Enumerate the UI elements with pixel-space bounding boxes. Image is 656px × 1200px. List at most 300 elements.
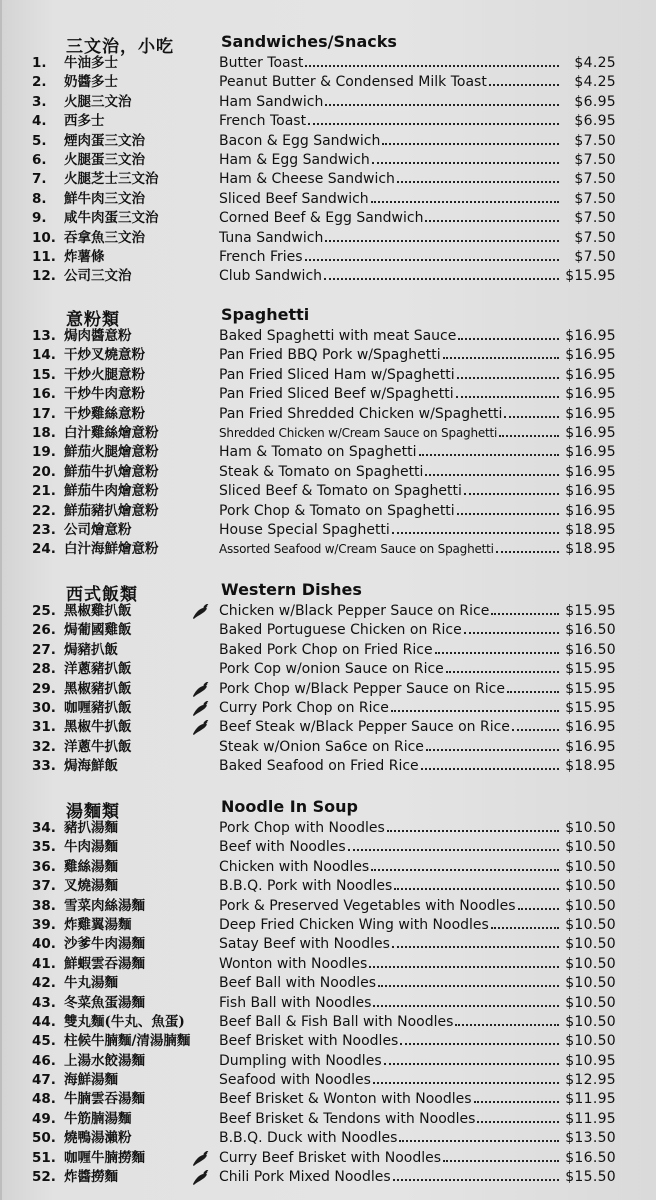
item-name-english: Ham Sandwich bbox=[219, 93, 324, 110]
item-name-row bbox=[219, 699, 560, 718]
item-name-chinese: 焗海鮮飯 bbox=[64, 758, 118, 775]
item-name-english: Seafood with Noodles bbox=[219, 1072, 371, 1089]
chili-pepper-icon bbox=[192, 1170, 210, 1186]
item-price: $13.50 bbox=[565, 1130, 616, 1147]
dot-leader bbox=[325, 104, 559, 106]
item-name-row bbox=[219, 267, 560, 286]
item-price: $16.95 bbox=[565, 463, 616, 480]
item-number: 45. bbox=[32, 1033, 56, 1050]
item-name-row bbox=[219, 641, 560, 660]
dot-leader bbox=[426, 749, 559, 751]
menu-item bbox=[2, 757, 656, 776]
menu-item bbox=[2, 229, 656, 248]
item-name-english: Beef Brisket & Wonton with Noodles bbox=[219, 1091, 472, 1108]
item-name-chinese: 牛肉湯麵 bbox=[64, 839, 118, 856]
item-number: 25. bbox=[32, 603, 56, 619]
item-name-row bbox=[219, 385, 560, 404]
item-name-english: Pork Chop w/Black Pepper Sauce on Rice bbox=[219, 680, 505, 697]
item-number: 26. bbox=[32, 622, 56, 639]
menu-item bbox=[2, 54, 656, 73]
item-name-chinese: 干炒雞絲意粉 bbox=[64, 405, 145, 422]
item-name-chinese: 干炒牛肉意粉 bbox=[64, 386, 145, 403]
item-number: 27. bbox=[32, 641, 56, 658]
item-name-chinese: 黑椒雞扒飯 bbox=[64, 603, 132, 619]
item-number: 44. bbox=[32, 1013, 56, 1030]
item-number: 51. bbox=[32, 1149, 56, 1166]
item-number: 15. bbox=[32, 366, 56, 383]
menu-item-list bbox=[2, 819, 656, 1187]
menu-item bbox=[2, 838, 656, 857]
item-price: $16.50 bbox=[565, 641, 616, 658]
item-number: 1. bbox=[32, 55, 47, 71]
menu-item-list bbox=[2, 602, 656, 777]
item-name-chinese: 干炒叉燒意粉 bbox=[64, 347, 145, 364]
item-number: 19. bbox=[32, 444, 56, 461]
item-name-english: Chicken with Noodles bbox=[219, 858, 370, 875]
item-number: 37. bbox=[32, 878, 56, 895]
item-price: $18.95 bbox=[565, 541, 616, 558]
item-price: $10.50 bbox=[565, 839, 616, 856]
dot-leader bbox=[397, 181, 559, 183]
dot-leader bbox=[457, 513, 559, 515]
menu-item bbox=[2, 267, 656, 286]
item-name-english: Steak & Tomato on Spaghetti bbox=[219, 463, 424, 480]
menu-item-list bbox=[2, 327, 656, 560]
menu-item bbox=[2, 112, 656, 131]
item-name-row bbox=[219, 443, 560, 462]
item-price: $10.50 bbox=[565, 1033, 616, 1050]
item-name-chinese: 煙肉蛋三文治 bbox=[64, 132, 145, 149]
item-name-row bbox=[219, 93, 560, 112]
menu-item bbox=[2, 190, 656, 209]
menu-item bbox=[2, 897, 656, 916]
item-name-chinese: 火腿三文治 bbox=[64, 93, 132, 110]
item-price: $7.50 bbox=[574, 190, 616, 207]
item-name-row bbox=[219, 482, 560, 501]
menu-item bbox=[2, 1149, 656, 1168]
dot-leader bbox=[435, 652, 559, 654]
item-name-chinese: 鮮蝦雲吞湯麵 bbox=[64, 955, 145, 972]
dot-leader bbox=[499, 435, 559, 437]
item-name-english: Baked Pork Chop on Fried Rice bbox=[219, 641, 433, 658]
section-header bbox=[2, 797, 656, 822]
item-name-chinese: 公司三文治 bbox=[64, 268, 132, 285]
item-name-chinese: 炸醬撈麵 bbox=[64, 1169, 118, 1186]
dot-leader bbox=[371, 869, 559, 871]
menu-item bbox=[2, 1052, 656, 1071]
item-number: 24. bbox=[32, 541, 56, 558]
item-price: $16.95 bbox=[565, 424, 616, 441]
menu-item bbox=[2, 540, 656, 559]
item-name-chinese: 西多士 bbox=[64, 113, 105, 130]
item-name-chinese: 豬扒湯麵 bbox=[64, 820, 118, 836]
item-price: $11.95 bbox=[565, 1110, 616, 1127]
item-price: $7.50 bbox=[574, 171, 616, 188]
item-name-chinese: 干炒火腿意粉 bbox=[64, 366, 145, 383]
item-name-english: Chicken w/Black Pepper Sauce on Rice bbox=[219, 603, 490, 619]
item-name-chinese: 鮮茄牛扒燴意粉 bbox=[64, 463, 159, 480]
item-name-chinese: 吞拿魚三文治 bbox=[64, 229, 145, 246]
item-name-english: Ham & Egg Sandwich bbox=[219, 151, 370, 168]
item-name-chinese: 海鮮湯麵 bbox=[64, 1072, 118, 1089]
item-name-chinese: 牛腩雲吞湯麵 bbox=[64, 1091, 145, 1108]
dot-leader bbox=[393, 1179, 559, 1181]
item-name-chinese: 咸牛肉蛋三文治 bbox=[64, 210, 159, 227]
menu-item-list bbox=[2, 54, 656, 287]
item-name-row bbox=[219, 248, 560, 267]
item-name-chinese: 咖喱豬扒飯 bbox=[64, 699, 132, 716]
menu-item bbox=[2, 680, 656, 699]
item-name-chinese: 咖喱牛腩撈麵 bbox=[64, 1149, 145, 1166]
menu-item bbox=[2, 502, 656, 521]
item-number: 48. bbox=[32, 1091, 56, 1108]
item-name-row bbox=[219, 209, 560, 228]
menu-item bbox=[2, 482, 656, 501]
item-number: 4. bbox=[32, 113, 47, 130]
dot-leader bbox=[373, 1005, 559, 1007]
menu-item bbox=[2, 521, 656, 540]
item-number: 3. bbox=[32, 93, 47, 110]
item-name-chinese: 炸雞翼湯麵 bbox=[64, 916, 132, 933]
item-name-chinese: 牛油多士 bbox=[64, 55, 118, 71]
item-name-chinese: 燒鴨湯瀨粉 bbox=[64, 1130, 132, 1147]
menu-item bbox=[2, 602, 656, 621]
item-number: 31. bbox=[32, 719, 56, 736]
item-price: $16.95 bbox=[565, 347, 616, 364]
item-price: $4.25 bbox=[574, 55, 616, 71]
dot-leader bbox=[455, 1024, 559, 1026]
item-number: 13. bbox=[32, 328, 56, 344]
item-number: 41. bbox=[32, 955, 56, 972]
dot-leader bbox=[394, 888, 559, 890]
item-price: $16.50 bbox=[565, 622, 616, 639]
item-name-english: Beef Steak w/Black Pepper Sauce on Rice bbox=[219, 719, 510, 736]
chili-pepper-icon bbox=[192, 1151, 210, 1167]
dot-leader bbox=[457, 377, 559, 379]
item-name-english: B.B.Q. Pork with Noodles bbox=[219, 878, 393, 895]
item-price: $11.95 bbox=[565, 1091, 616, 1108]
item-price: $6.95 bbox=[574, 113, 616, 130]
item-name-english: French Toast bbox=[219, 113, 307, 130]
dot-leader bbox=[507, 691, 559, 693]
item-name-chinese: 鮮茄牛肉燴意粉 bbox=[64, 483, 159, 500]
dot-leader bbox=[325, 240, 559, 242]
item-name-chinese: 鮮牛肉三文治 bbox=[64, 190, 145, 207]
item-number: 9. bbox=[32, 210, 47, 227]
dot-leader bbox=[512, 729, 559, 731]
item-name-row bbox=[219, 718, 560, 737]
menu-item bbox=[2, 443, 656, 462]
menu-item bbox=[2, 738, 656, 757]
dot-leader bbox=[419, 454, 559, 456]
item-number: 8. bbox=[32, 190, 47, 207]
item-name-english: Steak w/Onion Sa6ce on Rice bbox=[219, 738, 424, 755]
item-name-english: Beef with Noodles bbox=[219, 839, 346, 856]
item-name-english: Peanut Butter & Condensed Milk Toast bbox=[219, 74, 487, 91]
item-name-english: Deep Fried Chicken Wing with Noodles bbox=[219, 916, 489, 933]
dot-leader bbox=[443, 357, 559, 359]
item-price: $10.50 bbox=[565, 916, 616, 933]
item-number: 2. bbox=[32, 74, 47, 91]
item-name-english: Beef Ball with Noodles bbox=[219, 975, 377, 992]
menu-item bbox=[2, 1168, 656, 1187]
section-title-chinese: 西式飯類 bbox=[66, 585, 138, 605]
item-name-english: Tuna Sandwich bbox=[219, 229, 324, 246]
item-price: $16.50 bbox=[565, 1149, 616, 1166]
item-price: $7.50 bbox=[574, 248, 616, 265]
dot-leader bbox=[391, 710, 559, 712]
item-name-row bbox=[219, 1149, 560, 1168]
dot-leader bbox=[378, 985, 559, 987]
item-name-row bbox=[219, 994, 560, 1013]
item-name-english: Curry Pork Chop on Rice bbox=[219, 699, 389, 716]
section-title-english: Sandwiches/Snacks bbox=[221, 32, 397, 51]
dot-leader bbox=[382, 143, 559, 145]
dot-leader bbox=[425, 220, 559, 222]
menu-item bbox=[2, 1129, 656, 1148]
dot-leader bbox=[496, 551, 559, 553]
item-name-english: Curry Beef Brisket with Noodles bbox=[219, 1149, 442, 1166]
item-name-row bbox=[219, 757, 560, 776]
item-name-chinese: 白汁海鮮燴意粉 bbox=[64, 541, 159, 558]
dot-leader bbox=[489, 84, 559, 86]
item-price: $10.95 bbox=[565, 1052, 616, 1069]
item-name-row bbox=[219, 1052, 560, 1071]
item-name-row bbox=[219, 151, 560, 170]
item-name-row bbox=[219, 1032, 560, 1051]
item-number: 20. bbox=[32, 463, 56, 480]
item-number: 33. bbox=[32, 758, 56, 775]
dot-leader bbox=[371, 201, 559, 203]
item-name-chinese: 洋蔥豬扒飯 bbox=[64, 661, 132, 678]
item-name-row bbox=[219, 621, 560, 640]
item-price: $15.95 bbox=[565, 661, 616, 678]
item-name-english: Ham & Tomato on Spaghetti bbox=[219, 444, 417, 461]
item-name-chinese: 冬菜魚蛋湯麵 bbox=[64, 994, 145, 1011]
menu-item bbox=[2, 955, 656, 974]
menu-item bbox=[2, 151, 656, 170]
item-name-chinese: 雪菜肉絲湯麵 bbox=[64, 897, 145, 914]
item-name-english: Sliced Beef & Tomato on Spaghetti bbox=[219, 483, 462, 500]
item-price: $18.95 bbox=[565, 521, 616, 538]
item-number: 22. bbox=[32, 502, 56, 519]
dot-leader bbox=[392, 946, 559, 948]
item-name-english: Assorted Seafood w/Cream Sauce on Spaghetti bbox=[219, 542, 494, 557]
menu-item bbox=[2, 1013, 656, 1032]
item-price: $10.50 bbox=[565, 878, 616, 895]
item-name-chinese: 炸薯條 bbox=[64, 248, 105, 265]
dot-leader bbox=[458, 338, 559, 340]
menu-item bbox=[2, 73, 656, 92]
item-price: $16.95 bbox=[565, 366, 616, 383]
item-price: $18.95 bbox=[565, 758, 616, 775]
item-name-chinese: 洋蔥牛扒飯 bbox=[64, 738, 132, 755]
dot-leader bbox=[504, 416, 559, 418]
item-name-row bbox=[219, 660, 560, 679]
menu-item bbox=[2, 366, 656, 385]
menu-item bbox=[2, 209, 656, 228]
item-name-row bbox=[219, 405, 560, 424]
item-price: $16.95 bbox=[565, 386, 616, 403]
dot-leader bbox=[305, 259, 559, 261]
menu-item bbox=[2, 718, 656, 737]
item-name-row bbox=[219, 916, 560, 935]
item-name-row bbox=[219, 424, 560, 443]
dot-leader bbox=[518, 908, 559, 910]
section-title-english: Spaghetti bbox=[221, 305, 310, 324]
chili-pepper-icon bbox=[192, 720, 210, 736]
dot-leader bbox=[421, 768, 559, 770]
section-title-chinese: 三文治，小吃 bbox=[66, 37, 174, 57]
item-name-english: Baked Spaghetti with meat Sauce bbox=[219, 328, 457, 344]
item-name-row bbox=[219, 1090, 560, 1109]
section-header bbox=[2, 305, 656, 330]
dot-leader bbox=[305, 65, 559, 67]
item-name-row bbox=[219, 955, 560, 974]
item-name-english: Shredded Chicken w/Cream Sauce on Spaghetti bbox=[219, 425, 498, 440]
dot-leader bbox=[443, 1160, 559, 1162]
menu-item bbox=[2, 463, 656, 482]
item-price: $15.95 bbox=[565, 680, 616, 697]
item-price: $16.95 bbox=[565, 405, 616, 422]
item-price: $15.95 bbox=[565, 699, 616, 716]
item-number: 46. bbox=[32, 1052, 56, 1069]
item-name-english: Bacon & Egg Sandwich bbox=[219, 132, 381, 149]
item-number: 17. bbox=[32, 405, 56, 422]
menu-item bbox=[2, 974, 656, 993]
item-name-row bbox=[219, 346, 560, 365]
item-name-english: House Special Spaghetti bbox=[219, 521, 390, 538]
menu-item bbox=[2, 641, 656, 660]
item-name-chinese: 雙丸麵(牛丸、魚蛋) bbox=[64, 1013, 185, 1030]
item-name-chinese: 白汁雞絲燴意粉 bbox=[64, 424, 159, 441]
item-name-english: Satay Beef with Noodles bbox=[219, 936, 390, 953]
item-name-english: Club Sandwich bbox=[219, 268, 323, 285]
menu-item bbox=[2, 405, 656, 424]
item-number: 43. bbox=[32, 994, 56, 1011]
item-price: $16.95 bbox=[565, 444, 616, 461]
item-name-english: Pork Chop & Tomato on Spaghetti bbox=[219, 502, 455, 519]
item-price: $15.50 bbox=[565, 1169, 616, 1186]
menu-item bbox=[2, 621, 656, 640]
item-price: $16.95 bbox=[565, 502, 616, 519]
section-header bbox=[2, 32, 656, 57]
item-name-english: Chili Pork Mixed Noodles bbox=[219, 1169, 391, 1186]
menu-item bbox=[2, 385, 656, 404]
item-name-row bbox=[219, 190, 560, 209]
item-name-row bbox=[219, 54, 560, 73]
item-name-row bbox=[219, 1129, 560, 1148]
dot-leader bbox=[446, 671, 559, 673]
item-name-chinese: 上湯水餃湯麵 bbox=[64, 1052, 145, 1069]
item-name-chinese: 火腿芝士三文治 bbox=[64, 171, 159, 188]
menu-item bbox=[2, 877, 656, 896]
item-name-row bbox=[219, 112, 560, 131]
item-price: $10.50 bbox=[565, 955, 616, 972]
section-sandwiches bbox=[2, 32, 656, 287]
item-number: 49. bbox=[32, 1110, 56, 1127]
item-price: $15.95 bbox=[565, 268, 616, 285]
item-price: $10.50 bbox=[565, 858, 616, 875]
item-number: 42. bbox=[32, 975, 56, 992]
item-name-row bbox=[219, 680, 560, 699]
item-name-english: French Fries bbox=[219, 248, 303, 265]
item-number: 10. bbox=[32, 229, 56, 246]
menu-item bbox=[2, 1071, 656, 1090]
dot-leader bbox=[384, 1063, 559, 1065]
item-price: $10.50 bbox=[565, 975, 616, 992]
dot-leader bbox=[372, 162, 559, 164]
item-name-row bbox=[219, 1071, 560, 1090]
section-header bbox=[2, 580, 656, 605]
menu-item bbox=[2, 819, 656, 838]
item-name-row bbox=[219, 73, 560, 92]
item-name-row bbox=[219, 1110, 560, 1129]
item-name-english: Pork Cop w/onion Sauce on Rice bbox=[219, 661, 444, 678]
item-name-row bbox=[219, 170, 560, 189]
item-price: $16.95 bbox=[565, 483, 616, 500]
item-name-english: Wonton with Noodles bbox=[219, 955, 368, 972]
item-name-chinese: 焗豬扒飯 bbox=[64, 641, 118, 658]
item-number: 16. bbox=[32, 386, 56, 403]
dot-leader bbox=[456, 396, 559, 398]
section-title-chinese: 意粉類 bbox=[66, 310, 120, 330]
item-name-row bbox=[219, 838, 560, 857]
item-number: 28. bbox=[32, 661, 56, 678]
item-name-english: Beef Brisket & Tendons with Noodles bbox=[219, 1110, 476, 1127]
item-name-row bbox=[219, 877, 560, 896]
item-name-english: Pork & Preserved Vegetables with Noodles bbox=[219, 897, 516, 914]
dot-leader bbox=[477, 1121, 559, 1123]
item-name-chinese: 奶醬多士 bbox=[64, 74, 118, 91]
menu-item bbox=[2, 93, 656, 112]
dot-leader bbox=[425, 474, 559, 476]
item-name-row bbox=[219, 602, 560, 621]
item-name-row bbox=[219, 502, 560, 521]
item-number: 11. bbox=[32, 248, 56, 265]
item-name-row bbox=[219, 521, 560, 540]
menu-item bbox=[2, 660, 656, 679]
dot-leader bbox=[400, 1043, 559, 1045]
dot-leader bbox=[308, 123, 559, 125]
item-name-english: Baked Seafood on Fried Rice bbox=[219, 758, 419, 775]
dot-leader bbox=[369, 966, 559, 968]
item-price: $4.25 bbox=[574, 74, 616, 91]
item-price: $10.50 bbox=[565, 897, 616, 914]
item-name-row bbox=[219, 738, 560, 757]
dot-leader bbox=[399, 1140, 559, 1142]
item-name-row bbox=[219, 935, 560, 954]
menu-item bbox=[2, 170, 656, 189]
item-number: 29. bbox=[32, 680, 56, 697]
item-number: 32. bbox=[32, 738, 56, 755]
item-name-english: Butter Toast bbox=[219, 55, 304, 71]
item-name-row bbox=[219, 858, 560, 877]
section-western-dishes bbox=[2, 580, 656, 777]
item-price: $10.50 bbox=[565, 1013, 616, 1030]
dot-leader bbox=[348, 849, 559, 851]
item-price: $7.50 bbox=[574, 151, 616, 168]
item-number: 36. bbox=[32, 858, 56, 875]
menu-item bbox=[2, 248, 656, 267]
item-name-chinese: 牛筋腩湯麵 bbox=[64, 1110, 132, 1127]
item-price: $16.95 bbox=[565, 719, 616, 736]
item-name-english: Pork Chop with Noodles bbox=[219, 820, 385, 836]
item-name-chinese: 沙爹牛肉湯麵 bbox=[64, 936, 145, 953]
item-price: $12.95 bbox=[565, 1072, 616, 1089]
item-name-english: B.B.Q. Duck with Noodles bbox=[219, 1130, 398, 1147]
item-name-row bbox=[219, 1013, 560, 1032]
